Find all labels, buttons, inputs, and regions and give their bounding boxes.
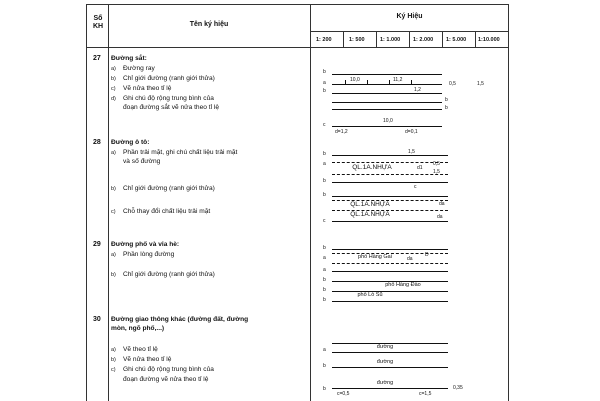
path-half — [332, 388, 448, 389]
path-label: đường — [376, 359, 394, 365]
road-edge — [332, 182, 448, 183]
rail-track — [332, 84, 442, 85]
row-item — [111, 75, 296, 84]
item-letter: c) — [111, 209, 116, 215]
item-text: đoạn đường sắt vẽ nửa theo tỉ lệ — [123, 104, 220, 111]
dim-label: 1,5 — [433, 169, 440, 175]
item-text: Chỉ giới đường (ranh giới thửa) — [123, 75, 215, 82]
rail-tick — [389, 80, 390, 84]
rail-tick — [367, 80, 368, 84]
rail-half — [332, 126, 442, 127]
road-edge — [332, 196, 448, 197]
dim-label: c=1,5 — [419, 391, 432, 397]
symbol-letter: c — [414, 184, 417, 190]
item-letter: c) — [111, 86, 116, 92]
symbol-letter: b — [323, 88, 326, 94]
street-name: phố Lò Sũ — [357, 292, 383, 298]
symbol-letter: b — [445, 97, 448, 103]
item-text: và số đường — [123, 158, 161, 165]
rail-line — [332, 93, 442, 94]
item-letter: b) — [111, 76, 116, 82]
road-label: QL.1A.NHỰA — [350, 201, 390, 208]
rail-half — [332, 102, 442, 103]
rail-line — [332, 74, 442, 75]
street-name: phố Hàng Đào — [385, 282, 421, 288]
dim-label: D — [425, 252, 429, 258]
scale-5000: 1: 5.000 — [446, 37, 467, 43]
rail-tick — [345, 80, 346, 84]
item-text: Phần lòng đường — [123, 251, 175, 258]
path-label: đường — [376, 344, 394, 350]
item-letter: a) — [111, 252, 116, 258]
street-surface — [332, 263, 448, 264]
street-name: phố Hàng Gai — [358, 254, 392, 260]
header-no: Số KH — [92, 15, 104, 30]
item-letter: d) — [111, 96, 116, 102]
rail-tick — [411, 80, 412, 84]
col-divider — [310, 5, 311, 401]
dim-label: da — [439, 201, 445, 207]
item-text: Chỉ giới đường (ranh giới thửa) — [123, 271, 215, 278]
row-item — [111, 346, 296, 355]
dim-label: d=1,2 — [335, 129, 348, 135]
symbol-column — [315, 5, 508, 401]
dim-label: 0,5 — [449, 81, 456, 87]
item-letter: c) — [111, 367, 116, 373]
row-number: 30 — [93, 316, 101, 323]
path-label: đường — [376, 380, 394, 386]
symbol-letter: b — [323, 386, 326, 392]
symbol-letter: b — [323, 192, 326, 198]
symbol-letter: a — [323, 80, 326, 86]
symbol-letter: b — [323, 69, 326, 75]
dim-label: 10,0 — [350, 77, 360, 83]
item-text: Đường ray — [123, 65, 155, 72]
dim-label: 0,5 — [433, 161, 440, 167]
item-text: Ghi chú độ rộng trung bình của — [123, 95, 214, 102]
row-item — [111, 208, 296, 217]
road-label: QL.1A.NHỰA — [350, 211, 390, 218]
street-edge — [332, 249, 448, 250]
item-text: Vẽ theo tỉ lệ — [123, 346, 158, 353]
item-text: Phần trải mặt, ghi chú chất liệu trải mặt — [123, 149, 238, 156]
row-title: Đường sắt: — [111, 55, 147, 62]
symbol-letter: a — [323, 161, 326, 167]
scale-10000: 1:10.000 — [478, 37, 500, 43]
item-letter: b) — [111, 357, 116, 363]
symbol-letter: a — [323, 267, 326, 273]
scale-500: 1: 500 — [349, 37, 365, 43]
item-letter: a) — [111, 347, 116, 353]
item-text: Vẽ nửa theo tỉ lệ — [123, 85, 172, 92]
symbol-letter: b — [445, 105, 448, 111]
item-letter: b) — [111, 272, 116, 278]
scale-200: 1: 200 — [316, 37, 332, 43]
row-title: Đường ô tô: — [111, 139, 150, 146]
dim-label: da — [437, 214, 443, 220]
row-item — [111, 185, 296, 194]
item-letter: b) — [111, 186, 116, 192]
symbol-letter: b — [323, 178, 326, 184]
symbol-letter: b — [323, 363, 326, 369]
row-number: 28 — [93, 139, 101, 146]
row-number: 29 — [93, 241, 101, 248]
row-item — [111, 158, 296, 167]
row-title: Đường giao thông khác (đường đất, đường — [111, 316, 249, 323]
row-item — [111, 149, 296, 158]
symbol-letter: a — [323, 255, 326, 261]
symbol-letter: b — [323, 245, 326, 251]
row-title-cont: mòn, ngõ phố,...) — [111, 325, 165, 332]
item-text: Vẽ nửa theo tỉ lệ — [123, 356, 172, 363]
dim-label: 1,5 — [408, 149, 415, 155]
symbol-letter: a — [323, 347, 326, 353]
dim-label: 11,2 — [393, 77, 403, 83]
item-text: Chỉ giới đường (ranh giới thửa) — [123, 185, 215, 192]
row-item — [111, 271, 296, 280]
scale-2000: 1: 2.000 — [413, 37, 434, 43]
dim-label: d=0,1 — [405, 129, 418, 135]
road-edge — [332, 221, 448, 222]
symbol-letter: c — [323, 122, 326, 128]
dim-label: d1 — [417, 165, 423, 171]
road-surface — [332, 162, 448, 163]
symbol-letter: b — [323, 277, 326, 283]
road-edge — [332, 155, 448, 156]
item-text: Chỗ thay đổi chất liệu trải mặt — [123, 208, 211, 215]
row-item — [111, 104, 296, 113]
symbol-letter: b — [323, 287, 326, 293]
row-item — [111, 85, 296, 94]
row-item — [111, 65, 296, 74]
dim-label: 10,0 — [383, 118, 393, 124]
row-item — [111, 251, 296, 260]
item-text: Ghi chú độ rộng trung bình của — [123, 366, 214, 373]
row-title: Đường phố và vỉa hè: — [111, 241, 180, 248]
row-item — [111, 376, 296, 385]
row-item — [111, 95, 296, 104]
scale-1000: 1: 1.000 — [380, 37, 401, 43]
road-label: QL.1A.NHỰA — [352, 164, 392, 171]
symbol-letter: c — [323, 218, 326, 224]
col-divider — [108, 5, 109, 401]
dim-label: 0,35 — [453, 385, 463, 391]
header-symbol: Ký Hiệu — [396, 13, 423, 20]
symbol-letter: b — [323, 297, 326, 303]
street-edge — [332, 301, 448, 302]
item-letter: a) — [111, 66, 116, 72]
row-item — [111, 356, 296, 365]
rail-line — [332, 109, 442, 110]
dim-label: c=0,5 — [337, 391, 350, 397]
street-edge — [332, 271, 448, 272]
symbol-letter: b — [323, 151, 326, 157]
row-number: 27 — [93, 55, 101, 62]
path-edge — [332, 352, 448, 353]
path-half — [332, 367, 448, 368]
dim-label: da — [407, 256, 413, 262]
dim-label: 1,5 — [477, 81, 484, 87]
row-item — [111, 366, 296, 375]
road-surface — [332, 174, 448, 175]
dim-label: 1,2 — [414, 87, 421, 93]
legend-table — [86, 4, 509, 401]
header-name: Tên ký hiệu — [189, 21, 229, 28]
item-text: đoạn đường vẽ nửa theo tỉ lệ — [123, 376, 209, 383]
item-letter: a) — [111, 150, 116, 156]
